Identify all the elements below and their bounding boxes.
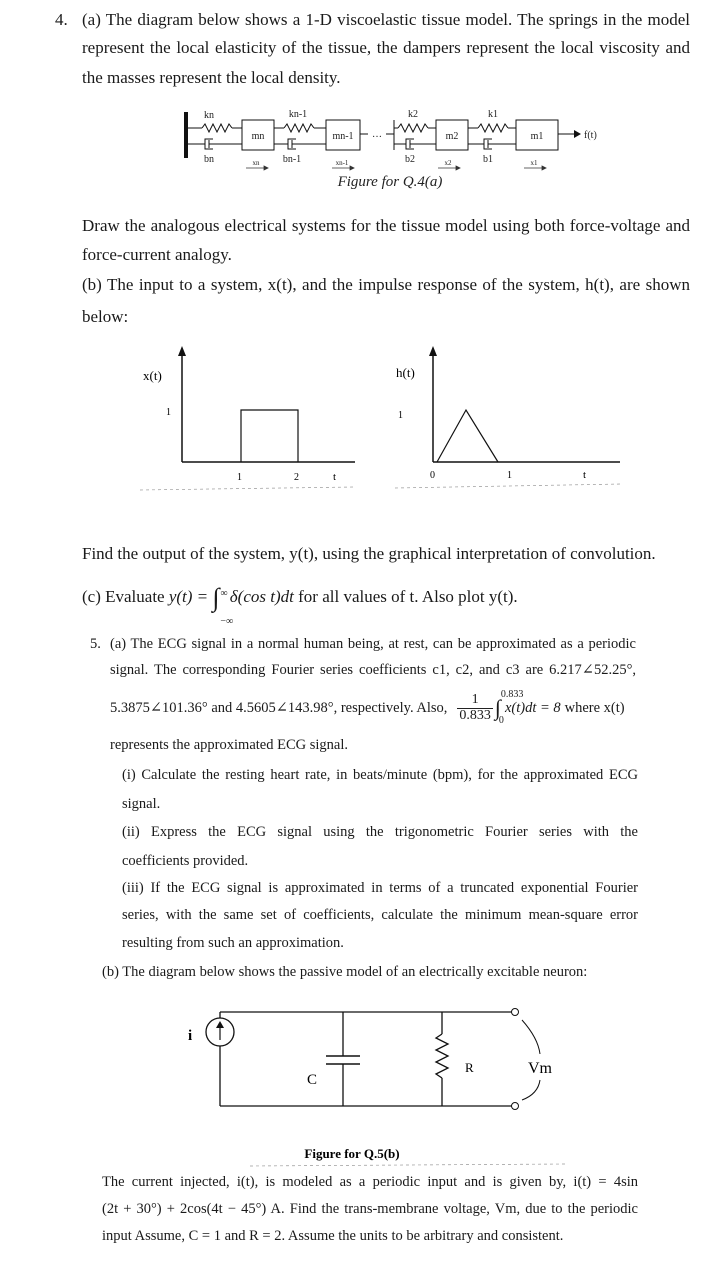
vm-label: Vm: [528, 1060, 552, 1077]
plot-x-axis-t: t: [333, 471, 337, 483]
force-label: f(t): [584, 130, 597, 141]
q4c-lhs: y(t) =: [168, 587, 209, 606]
q4-number: 4.: [55, 10, 68, 29]
plot-h-xtick-0: 0: [430, 470, 435, 481]
q5a-line3-suffix: where x(t): [564, 699, 625, 716]
q5a-i-line1: (i) Calculate the resting heart rate, in beats/minute (bpm), for the approximated ECG: [122, 767, 638, 783]
resistor: [436, 1034, 448, 1078]
plot-h-ytick: 1: [398, 410, 403, 421]
plot-x-ytick: 1: [166, 407, 171, 418]
damper-label-n: bn: [204, 154, 214, 165]
q4c-integral-sign: ∫ ∞ −∞: [212, 583, 219, 613]
spring-damper-n-1: [274, 124, 326, 149]
q4b-text-line2: below:: [82, 307, 129, 326]
q4c-suffix: for all values of t. Also plot y(t).: [298, 587, 518, 606]
plot-x-of-t: [140, 342, 360, 492]
plot-h-axis-t: t: [583, 469, 587, 481]
q4a-text-line3: the masses represent the local density.: [82, 68, 341, 87]
q4-draw-line2: force-current analogy.: [82, 245, 232, 264]
q5a-int-upper: 0.833: [500, 689, 524, 701]
q4c-upper-limit: ∞: [220, 588, 228, 600]
q5a-ii-line2: coefficients provided.: [122, 853, 249, 869]
q5b-current-line3: input Assume, C = 1 and R = 2. Assume the units to be arbitrary and consistent.: [102, 1228, 564, 1244]
q4a-text-line2: represent the local elasticity of the tissue, the dampers represent the local viscosity and: [82, 38, 690, 57]
q4-draw-line1: Draw the analogous electrical systems for the tissue model using both force-voltage and: [82, 216, 690, 235]
q5a-int-body: x(t)dt = 8: [504, 699, 561, 716]
damper-label-2: b2: [405, 154, 415, 165]
q5-number: 5.: [90, 636, 101, 652]
capacitor-label: C: [307, 1072, 318, 1088]
resistor-label: R: [465, 1060, 474, 1075]
mass-label-n: mn: [251, 131, 265, 142]
q4c-integrand: δ(cos t)dt: [229, 587, 294, 606]
h-triangle: [437, 410, 498, 462]
circuit-caption: Figure for Q.5(b): [304, 1146, 400, 1161]
mass-label-1: m1: [530, 131, 544, 142]
plot-h-xtick-1: 1: [507, 470, 512, 481]
q4c-lower-limit: −∞: [220, 616, 234, 628]
q5a-iii-line2: series, with the same set of coefficients, calculate the minimum mean-square error: [122, 907, 638, 923]
spring-label-n: kn: [204, 110, 214, 121]
q5b-current-line2: (2t + 30°) + 2cos(4t − 45°) A. Find the trans-membrane voltage, Vm, due to the periodic: [102, 1201, 638, 1217]
plot-h-of-t: [390, 342, 630, 492]
plot-h-label: h(t): [396, 365, 415, 380]
q5a-ii-line1: (ii) Express the ECG signal using the trigonometric Fourier series with the: [122, 824, 638, 840]
mass-label-2: m2: [445, 131, 459, 142]
q5a-int-lower: 0: [498, 715, 504, 727]
q5a-line3-prefix: 5.3875∠101.36° and 4.5605∠143.98°, respectively. Also,: [110, 699, 448, 716]
q4c-line: [82, 582, 518, 628]
plot-x-xtick-2: 2: [294, 472, 299, 483]
disp-label-2: x2: [444, 159, 452, 167]
q5a-line4: represents the approximated ECG signal.: [110, 737, 348, 753]
spring-label-1: k1: [488, 109, 498, 120]
q5a-integral-sign: ∫ 0.833 0: [494, 689, 524, 727]
q4a-text-line1: (a) The diagram below shows a 1-D viscoelastic tissue model. The springs in the model: [82, 10, 690, 29]
q5a-frac-den: 0.833: [459, 707, 491, 723]
q5a-iii-line3: resulting from such an approximation.: [122, 935, 344, 951]
spring-label-n-1: kn-1: [288, 109, 308, 120]
chain-dots: …: [372, 129, 382, 140]
q4-find-line: Find the output of the system, y(t), using the graphical interpretation of convolution.: [82, 544, 656, 563]
neuron-circuit: [180, 998, 590, 1168]
spring-damper-n: [186, 124, 242, 149]
source-label: i: [188, 1028, 193, 1044]
q4c-prefix: (c) Evaluate: [82, 587, 165, 606]
terminal-top: [512, 1009, 519, 1016]
diagram-caption: Figure for Q.4(a): [337, 174, 443, 190]
spring-damper-1: [468, 124, 516, 149]
plot-x-label: x(t): [143, 368, 162, 383]
q5a-i-line2: signal.: [122, 796, 161, 812]
x-pulse: [241, 410, 298, 462]
disp-label-1: x1: [530, 159, 538, 167]
q5a-frac-num: 1: [457, 693, 493, 709]
q5a-line1: (a) The ECG signal in a normal human being, at rest, can be approximated as a periodic: [110, 636, 636, 652]
damper-label-1: b1: [483, 154, 493, 165]
plot-x-xtick-1: 1: [237, 472, 242, 483]
q5a-line2: signal. The corresponding Fourier series coefficients c1, c2, and c3 are 6.217∠52.25°,: [110, 662, 636, 678]
disp-label-n-1: xn-1: [335, 159, 349, 167]
q5a-fraction: [457, 693, 493, 723]
mass-label-n-1: mn-1: [332, 131, 354, 142]
spring-damper-2: [394, 120, 436, 150]
disp-label-n: xn: [252, 159, 260, 167]
q4b-text-line1: (b) The input to a system, x(t), and the impulse response of the system, h(t), are shown: [82, 275, 690, 294]
terminal-bottom: [512, 1103, 519, 1110]
q5b-current-line1: The current injected, i(t), is modeled as a periodic input and is given by, i(t) = 4sin: [102, 1174, 638, 1190]
q5a-iii-line1: (iii) If the ECG signal is approximated in terms of a truncated exponential Fourier: [122, 880, 638, 896]
spring-label-2: k2: [408, 109, 418, 120]
q5b-line: (b) The diagram below shows the passive model of an electrically excitable neuron:: [102, 964, 588, 980]
damper-label-n-1: bn-1: [282, 154, 302, 165]
q5a-line3: [110, 690, 640, 726]
tissue-model-diagram: [180, 108, 610, 198]
